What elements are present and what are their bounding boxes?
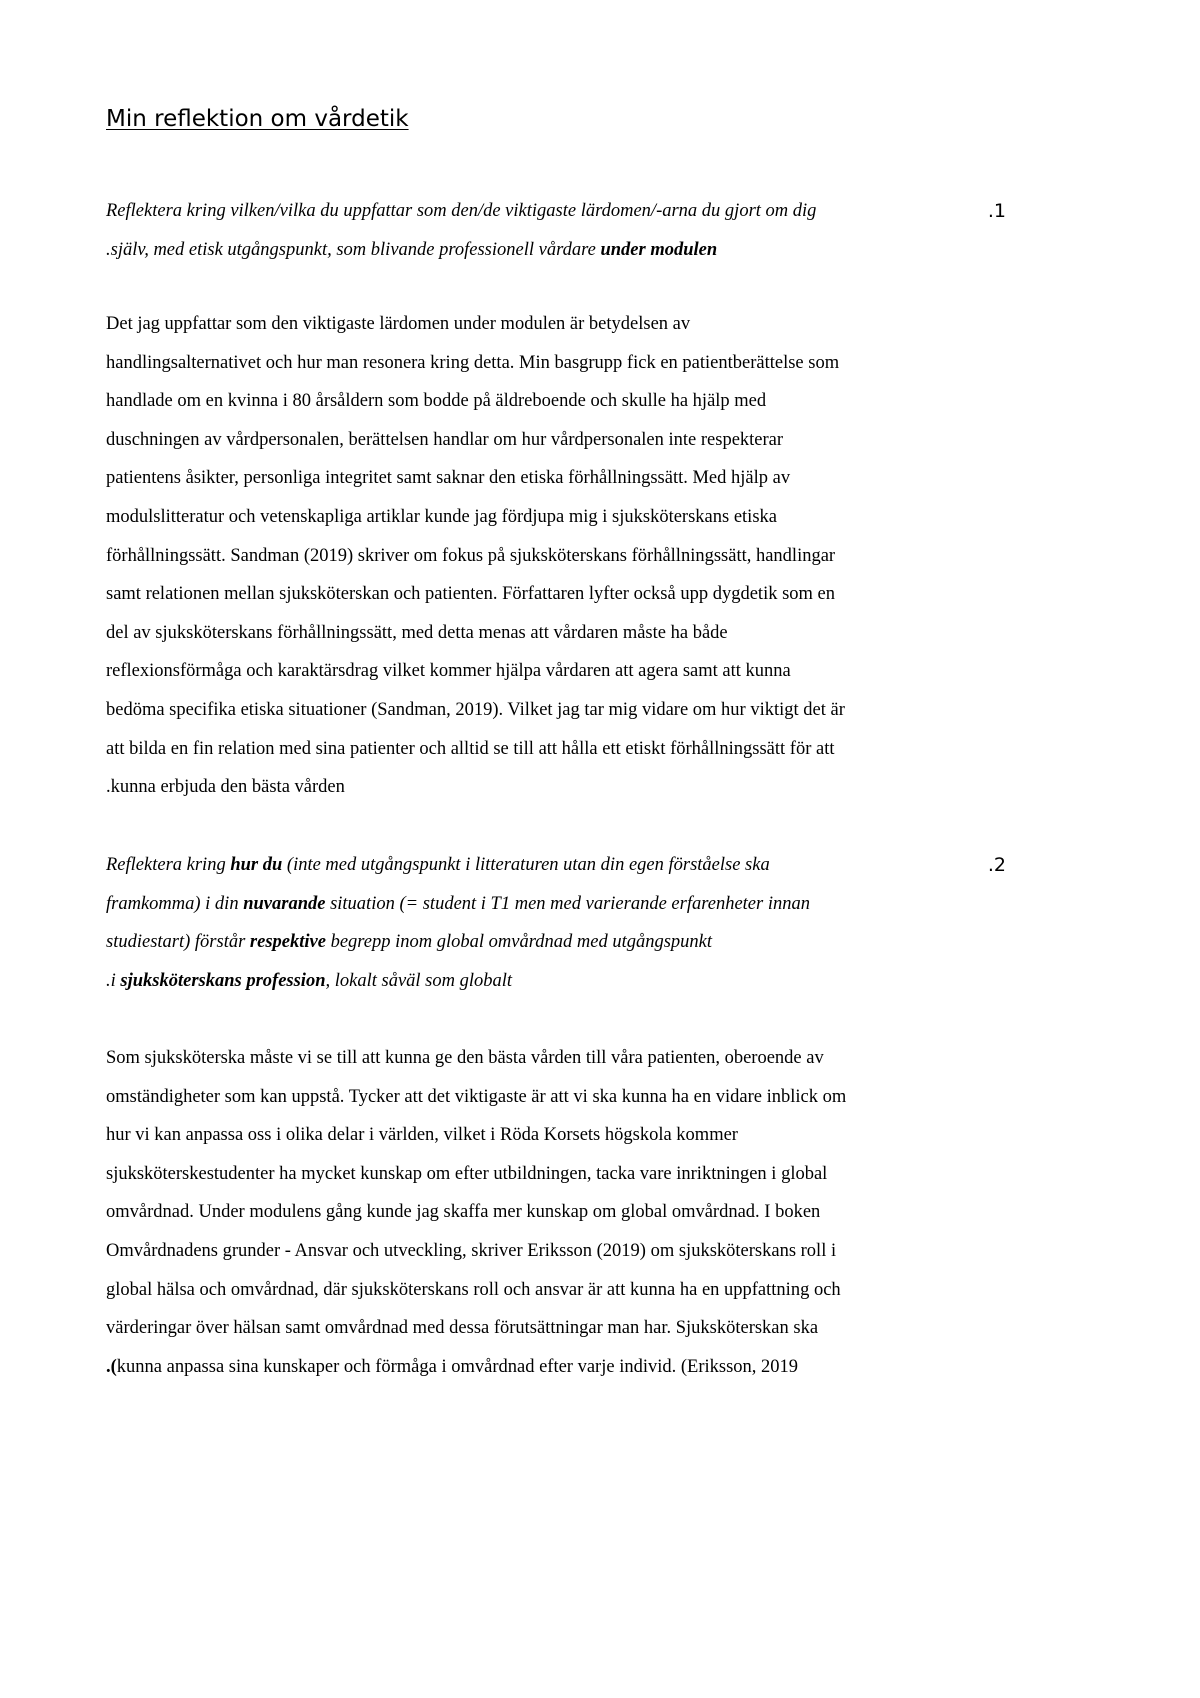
answer-2-line-text: kunna anpassa sina kunskaper och förmåga i omvårdnad efter varje individ. (Eriksson, 2019 (116, 1356, 799, 1377)
answer-2-line: Som sjuksköterska måste vi se till att kunna ge den bästa vården till våra patienten, oberoende av (106, 1048, 824, 1068)
answer-2-line: värderingar över hälsan samt omvårdnad med dessa förutsättningar man har. Sjuksköterskan ska (106, 1318, 819, 1339)
answer-2-line: global hälsa och omvårdnad, där sjuksköterskans roll och ansvar är att kunna ha en uppfattning och (106, 1279, 841, 1300)
answer-2-line: Omvårdnadens grunder - Ansvar och utveckling, skriver Eriksson (2019) om sjuksköterskans roll i (106, 1240, 837, 1261)
question-2-text: Reflektera kring (106, 855, 231, 875)
answer-2-last-line (106, 1348, 1006, 1387)
answer-1-line: modulslitteratur och vetenskapliga artiklar kunde jag fördjupa mig i sjuksköterskans etiska (106, 506, 777, 527)
question-2-text: .i (106, 970, 121, 991)
question-2-text: studiestart) förstår (106, 932, 250, 953)
answer-1-line: patientens åsikter, personliga integritet samt saknar den etiska förhållningssätt. Med hjälp av (106, 468, 791, 489)
question-2-number: .2 (987, 854, 1006, 876)
question-2-bold-text: nuvarande (243, 893, 326, 914)
question-1-bold-text: under modulen (600, 239, 718, 260)
question-2-line-2 (106, 885, 1006, 924)
answer-1-line: duschningen av vårdpersonalen, berättelsen handlar om hur vårdpersonalen inte respekterar (106, 429, 784, 450)
answer-2-line-prefix: .( (106, 1356, 117, 1377)
answer-2-line: omständigheter som kan uppstå. Tycker att det viktigaste är att vi ska kunna ha en vidare inblick om (106, 1086, 847, 1107)
question-2-line-4 (106, 962, 1006, 1001)
answer-1-line: reflexionsförmåga och karaktärsdrag vilket kommer hjälpa vårdaren att agera samt att kunna (106, 661, 791, 682)
question-2-line-1 (106, 846, 1006, 885)
question-1 (106, 192, 1006, 269)
answer-1-line: .kunna erbjuda den bästa vården (106, 777, 345, 798)
answer-1-line: handlade om en kvinna i 80 årsåldern som bodde på äldreboende och skulle ha hjälp med (106, 391, 767, 412)
answer-2-line: omvårdnad. Under modulens gång kunde jag skaffa mer kunskap om global omvårdnad. I boken (106, 1202, 821, 1223)
question-2-text: (inte med utgångspunkt i litteraturen utan din egen förståelse ska (282, 855, 770, 875)
answer-1-line: att bilda en fin relation med sina patienter och alltid se till att hålla ett etiskt förhållningssätt för att (106, 738, 835, 759)
document-title: Min reflektion om vårdetik (106, 106, 409, 132)
question-2-bold-text: respektive (249, 932, 326, 953)
answer-1-line: Det jag uppfattar som den viktigaste lärdomen under modulen är betydelsen av (106, 314, 691, 334)
question-1-text-1: Reflektera kring vilken/vilka du uppfattar som den/de viktigaste lärdomen/-arna du gjort om dig (106, 201, 817, 221)
answer-1-line: del av sjuksköterskans förhållningssätt, med detta menas att vårdaren måste ha både (106, 622, 728, 643)
question-2-line-3 (106, 923, 1006, 962)
question-2-bold-text: sjuksköterskans profession (120, 970, 326, 991)
question-2-text: begrepp inom global omvårdnad med utgångspunkt (325, 932, 713, 953)
answer-1-line: bedöma specifika etiska situationer (Sandman, 2019). Vilket jag tar mig vidare om hur viktigt det är (106, 699, 845, 720)
answer-2-line: hur vi kan anpassa oss i olika delar i världen, vilket i Röda Korsets högskola kommer (106, 1125, 738, 1146)
question-1-line-2 (106, 231, 1006, 270)
question-2-bold-text: hur du (230, 855, 283, 875)
question-2-text: framkomma) i din (106, 893, 244, 914)
answer-2 (106, 1039, 1006, 1386)
answer-2-line: sjuksköterskestudenter ha mycket kunskap om efter utbildningen, tacka vare inriktningen i global (106, 1163, 828, 1184)
answer-1 (106, 305, 1006, 807)
answer-1-line: förhållningssätt. Sandman (2019) skriver om fokus på sjuksköterskans förhållningssätt, handlingar (106, 545, 836, 566)
question-2-text: situation (= student i T1 men med varierande erfarenheter innan (325, 893, 810, 914)
question-1-text-2: .själv, med etisk utgångspunkt, som blivande professionell vårdare (106, 239, 601, 260)
answer-1-line: handlingsalternativet och hur man resonera kring detta. Min basgrupp fick en patientberättelse som (106, 352, 840, 373)
answer-1-line: samt relationen mellan sjuksköterskan och patienten. Författaren lyfter också upp dygdetik som en (106, 584, 836, 605)
question-2 (106, 846, 1006, 1000)
question-1-number: .1 (987, 200, 1006, 222)
question-2-text: , lokalt såväl som globalt (325, 970, 513, 991)
question-1-line-1 (106, 192, 1006, 231)
